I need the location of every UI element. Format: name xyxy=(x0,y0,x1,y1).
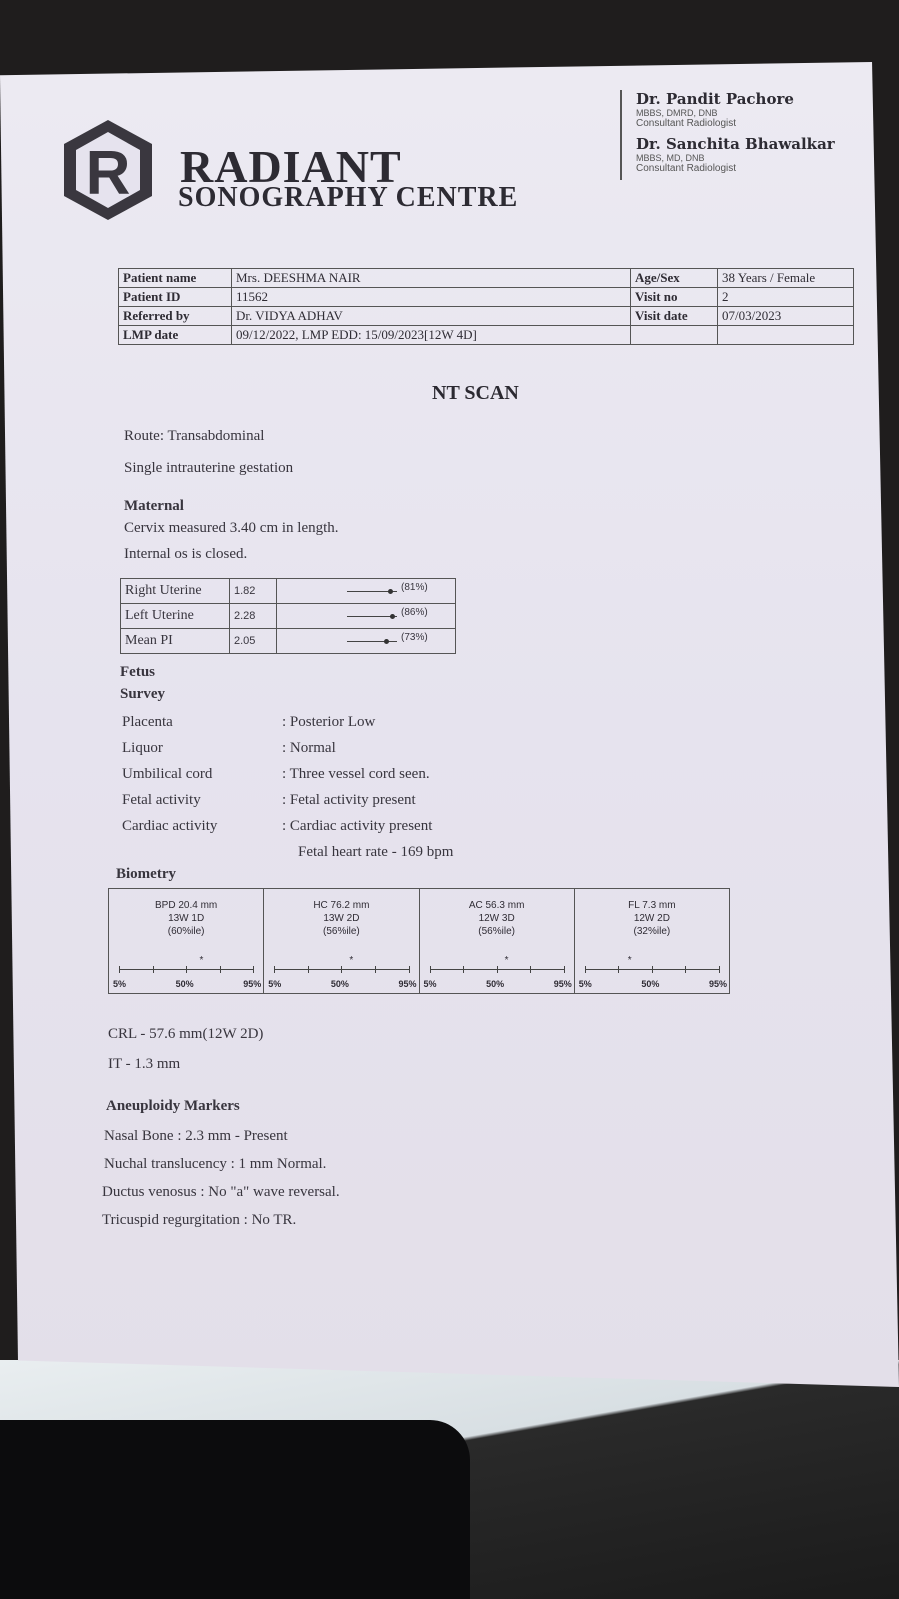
scale-tick xyxy=(274,966,275,973)
scale-tick xyxy=(685,966,686,973)
scale-tick xyxy=(564,966,565,973)
scale-label: 5% xyxy=(423,979,437,989)
biometry-percentile: (56%ile) xyxy=(478,926,515,937)
pi-marker xyxy=(390,614,395,619)
biometry-cell xyxy=(264,889,419,993)
pi-value: 2.05 xyxy=(230,629,277,654)
scale-label: 50% xyxy=(330,979,349,989)
pi-label: Mean PI xyxy=(121,629,230,654)
scale-tick xyxy=(463,966,464,973)
percentile-scale xyxy=(119,969,253,970)
scale-labels xyxy=(579,979,727,989)
percentile-marker: * xyxy=(627,955,632,966)
label-lmp-date: LMP date xyxy=(119,326,232,345)
survey-key: Liquor xyxy=(122,740,163,756)
scale-labels xyxy=(424,979,572,989)
info-row xyxy=(119,307,854,326)
biometry-percentile: (60%ile) xyxy=(167,926,205,937)
scale-tick xyxy=(186,966,187,973)
scale-tick xyxy=(253,966,254,973)
percentile-marker: * xyxy=(199,955,204,966)
pi-percent: (81%) xyxy=(401,582,428,593)
scale-tick xyxy=(430,966,431,973)
biometry-cell xyxy=(420,889,575,993)
scale-label: 95% xyxy=(708,979,727,989)
pi-bar xyxy=(277,604,456,629)
value-patient-id: 11562 xyxy=(232,288,631,307)
doctor-1-role: Consultant Radiologist xyxy=(636,118,737,129)
nasal-bone-text: Nasal Bone : 2.3 mm - Present xyxy=(104,1128,288,1144)
scale-tick xyxy=(375,966,376,973)
pi-percent: (73%) xyxy=(401,632,428,643)
value-age-sex: 38 Years / Female xyxy=(718,269,854,288)
survey-value: : Normal xyxy=(282,740,336,756)
survey-list xyxy=(122,714,432,844)
doctor-2-name: Dr. Sanchita Bhawalkar xyxy=(636,135,835,153)
fetus-heading: Fetus xyxy=(120,664,155,680)
label-visit-no: Visit no xyxy=(631,288,718,307)
biometry-measure: AC 56.3 mm xyxy=(468,900,525,911)
survey-heading: Survey xyxy=(120,686,165,702)
value-patient-name: Mrs. DEESHMA NAIR xyxy=(232,269,631,288)
percentile-scale xyxy=(585,969,719,970)
doctor-1-name: Dr. Pandit Pachore xyxy=(636,90,794,108)
biometry-cell xyxy=(109,889,264,993)
route-text: Route: Transabdominal xyxy=(124,428,265,444)
survey-value: : Fetal activity present xyxy=(282,792,416,808)
biometry-age: 13W 1D xyxy=(168,913,205,924)
survey-row xyxy=(122,714,432,740)
survey-key: Cardiac activity xyxy=(122,818,218,834)
pi-row xyxy=(121,579,456,604)
biometry-heading: Biometry xyxy=(116,866,176,882)
patient-info-table xyxy=(118,268,854,345)
biometry-age: 13W 2D xyxy=(323,913,360,924)
scale-tick xyxy=(719,966,720,973)
scale-tick xyxy=(530,966,531,973)
percentile-marker: * xyxy=(504,955,509,966)
scale-label: 5% xyxy=(578,979,592,989)
value-lmp-date: 09/12/2022, LMP EDD: 15/09/2023[12W 4D] xyxy=(232,326,631,345)
it-measurement: IT - 1.3 mm xyxy=(108,1056,181,1072)
empty-cell xyxy=(631,326,718,345)
biometry-percentile: (32%ile) xyxy=(633,926,671,937)
doctor-2-role: Consultant Radiologist xyxy=(636,163,737,174)
scale-label: 50% xyxy=(175,979,194,989)
pi-marker xyxy=(388,589,393,594)
doctor-2-qual: MBBS, MD, DNB xyxy=(636,153,705,163)
brand-subtitle: SONOGRAPHY CENTRE xyxy=(178,182,519,213)
doctors-block xyxy=(620,90,835,180)
pi-marker xyxy=(384,639,389,644)
scale-label: 95% xyxy=(553,979,572,989)
label-patient-id: Patient ID xyxy=(119,288,232,307)
ductus-venosus-text: Ductus venosus : No "a" wave reversal. xyxy=(102,1184,340,1200)
svg-text:R: R xyxy=(85,139,131,208)
scale-tick xyxy=(585,966,586,973)
biometry-measure: BPD 20.4 mm xyxy=(155,900,218,911)
empty-cell xyxy=(718,326,854,345)
value-visit-no: 2 xyxy=(718,288,854,307)
tricuspid-text: Tricuspid regurgitation : No TR. xyxy=(102,1212,297,1228)
crl-measurement: CRL - 57.6 mm(12W 2D) xyxy=(108,1026,264,1042)
pi-bar xyxy=(277,629,456,654)
maternal-heading: Maternal xyxy=(124,498,184,514)
pi-range-line xyxy=(347,641,397,642)
scale-tick xyxy=(153,966,154,973)
biometry-age: 12W 3D xyxy=(478,913,515,924)
info-row xyxy=(119,288,854,307)
pi-percent: (86%) xyxy=(401,607,428,618)
internal-os-text: Internal os is closed. xyxy=(124,546,248,562)
cervix-text: Cervix measured 3.40 cm in length. xyxy=(124,520,339,536)
biometry-table xyxy=(108,888,730,994)
report-title: NT SCAN xyxy=(432,382,519,404)
scale-labels xyxy=(113,979,261,989)
info-row xyxy=(119,269,854,288)
scale-tick xyxy=(497,966,498,973)
brand-name: RADIANT xyxy=(180,141,402,192)
scale-label: 50% xyxy=(641,979,660,989)
survey-key: Placenta xyxy=(122,714,173,730)
survey-value: : Posterior Low xyxy=(282,714,376,730)
scale-labels xyxy=(268,979,416,989)
survey-key: Umbilical cord xyxy=(122,766,213,782)
survey-row xyxy=(122,740,432,766)
value-visit-date: 07/03/2023 xyxy=(718,307,854,326)
scale-tick xyxy=(652,966,653,973)
scale-label: 50% xyxy=(486,979,505,989)
label-patient-name: Patient name xyxy=(119,269,232,288)
pi-table xyxy=(120,578,456,654)
nuchal-translucency-text: Nuchal translucency : 1 mm Normal. xyxy=(104,1156,327,1172)
biometry-percentile: (56%ile) xyxy=(323,926,360,937)
aneuploidy-heading: Aneuploidy Markers xyxy=(106,1098,240,1114)
survey-value: : Three vessel cord seen. xyxy=(282,766,430,782)
pi-value: 1.82 xyxy=(230,579,277,604)
scale-label: 5% xyxy=(113,979,127,989)
pi-bar xyxy=(277,579,456,604)
survey-value: : Cardiac activity present xyxy=(282,818,433,834)
radiant-logo-icon xyxy=(60,118,156,222)
label-visit-date: Visit date xyxy=(631,307,718,326)
scale-tick xyxy=(308,966,309,973)
scale-tick xyxy=(119,966,120,973)
scale-tick xyxy=(341,966,342,973)
label-age-sex: Age/Sex xyxy=(631,269,718,288)
biometry-measure: HC 76.2 mm xyxy=(313,900,370,911)
survey-key: Fetal activity xyxy=(122,792,201,808)
doctor-1-qual: MBBS, DMRD, DNB xyxy=(636,108,718,118)
value-referred-by: Dr. VIDYA ADHAV xyxy=(232,307,631,326)
scale-tick xyxy=(618,966,619,973)
pi-label: Left Uterine xyxy=(121,604,230,629)
scale-tick xyxy=(220,966,221,973)
scale-label: 95% xyxy=(243,979,262,989)
pi-row xyxy=(121,604,456,629)
biometry-measure: FL 7.3 mm xyxy=(628,900,676,911)
scale-tick xyxy=(409,966,410,973)
biometry-cell xyxy=(575,889,729,993)
survey-row xyxy=(122,766,432,792)
scale-label: 95% xyxy=(398,979,417,989)
biometry-age: 12W 2D xyxy=(633,913,670,924)
pi-label: Right Uterine xyxy=(121,579,230,604)
pi-row xyxy=(121,629,456,654)
percentile-marker: * xyxy=(349,955,354,966)
fetal-heart-rate: Fetal heart rate - 169 bpm xyxy=(298,844,454,860)
percentile-scale xyxy=(274,969,408,970)
scale-label: 5% xyxy=(268,979,282,989)
survey-row xyxy=(122,818,432,844)
gestation-text: Single intrauterine gestation xyxy=(124,460,294,476)
dark-object xyxy=(0,1420,470,1599)
info-row xyxy=(119,326,854,345)
percentile-scale xyxy=(430,969,564,970)
label-referred-by: Referred by xyxy=(119,307,232,326)
survey-row xyxy=(122,792,432,818)
pi-value: 2.28 xyxy=(230,604,277,629)
